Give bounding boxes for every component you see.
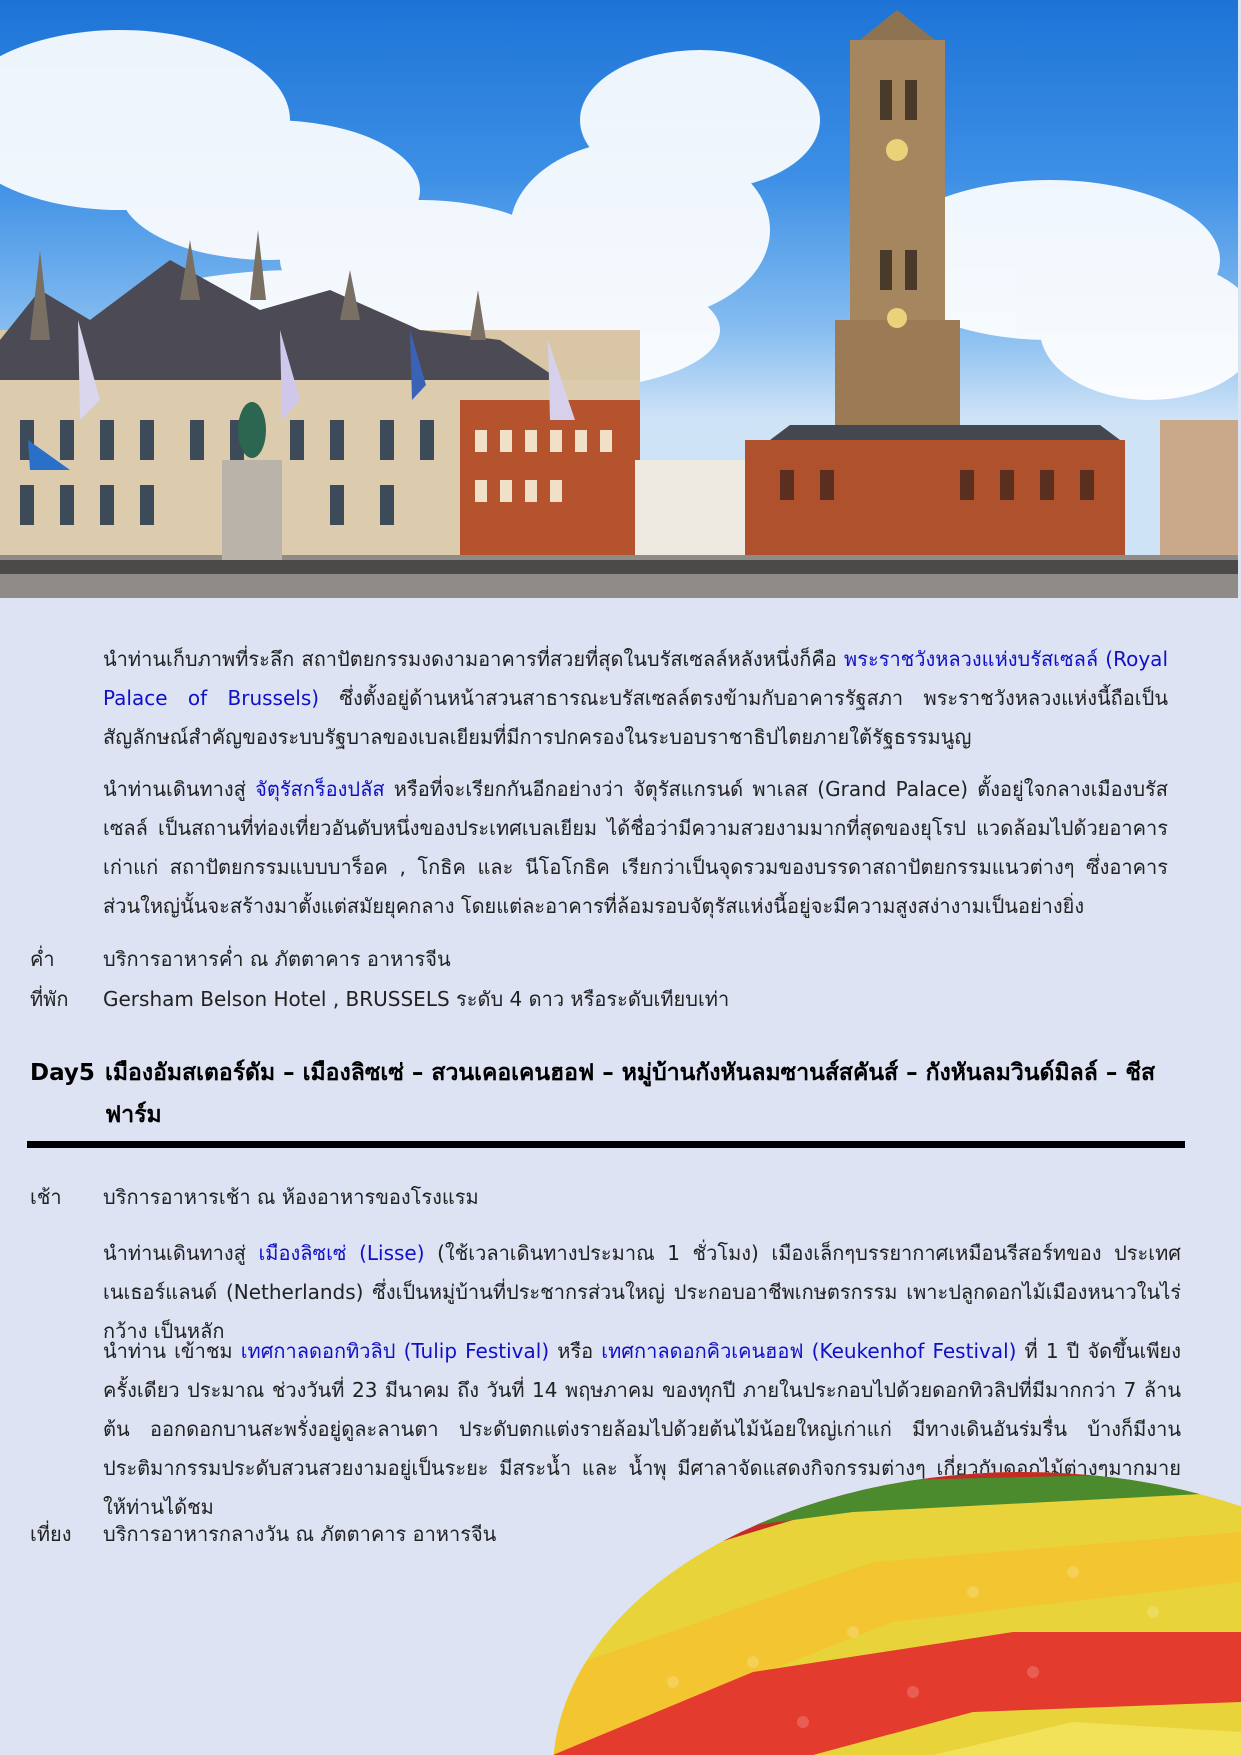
hotel-text: Gersham Belson Hotel , BRUSSELS ระดับ 4 ดาว หรือระดับเทียบเท่า: [103, 987, 730, 1011]
grand-place-paragraph: [103, 770, 1168, 926]
tulip-field-photo-icon: [553, 1472, 1241, 1755]
day-number: Day5: [30, 1060, 95, 1086]
paragraph-text: นำท่าน เข้าชม: [103, 1339, 241, 1363]
paragraph-text: นำท่านเดินทางสู่: [103, 777, 256, 801]
lisse-link-text: เมืองลิซเซ่ (Lisse): [258, 1241, 425, 1265]
royal-palace-link-text: พระราชวังหลวงแห่งบรัสเซลล์ (Royal Palace of Brussels): [103, 647, 1168, 710]
day-title-text: เมืองอัมสเตอร์ดัม – เมืองลิซเซ่ – สวนเคอเคนฮอฟ – หมู่บ้านกังหันลมซานส์สคันส์ – กังหันลมวินด์มิลล์ – ชีสฟาร์ม: [105, 1060, 1155, 1128]
dinner-label: ค่ำ: [30, 947, 55, 971]
keukenhof-festival-link-text: เทศกาลดอกคิวเคนฮอฟ (Keukenhof Festival): [601, 1339, 1017, 1363]
dinner-text: บริการอาหารค่ำ ณ ภัตตาคาร อาหารจีน: [103, 947, 451, 971]
grand-place-photo-icon: [0, 0, 1238, 598]
paragraph-text: (ใช้เวลาเดินทางประมาณ 1 ชั่วโมง) เมืองเล็กๆบรรยากาศเหมือนรีสอร์ทของ ประเทศเนเธอร์แลนด์ (Netherlands) ซึ่งเป็นหมู่บ้านที่ประชากรส่วนใหญ่ ประกอบอาชีพเกษตรกรรม เพาะปลูกดอกไม้เมืองหนาวในไร่กว้าง เป็นหลัก: [103, 1241, 1181, 1343]
lunch-text: บริการอาหารกลางวัน ณ ภัตตาคาร อาหารจีน: [103, 1522, 497, 1546]
tulip-festival-link-text: เทศกาลดอกทิวลิป (Tulip Festival): [240, 1339, 550, 1363]
tulip-photo: [553, 1472, 1241, 1755]
paragraph-text: หรือที่จะเรียกกันอีกอย่างว่า จัตุรัสแกรนด์ พาเลส (Grand Palace) ตั้งอยู่ใจกลางเมืองบรัสเซลล์ เป็นสถานที่ท่องเที่ยวอันดับหนึ่งของประเทศเบลเยียม ได้ชื่อว่ามีความสวยงามมากที่สุดของยุโรป แวดล้อมไปด้วยอาคารเก่าแก่ สถาปัตยกรรมแบบบาร็อค , โกธิค และ นีโอโกธิค เรียกว่าเป็นจุดรวมของบรรดาสถาปัตยกรรมแนวต่างๆ ซึ่งอาคารส่วนใหญ่นั้นจะสร้างมาตั้งแต่สมัยยุคกลาง โดยแต่ละอาคารที่ล้อมรอบจัตุรัสแห่งนี้อยู่จะมีความสูงสง่างามเป็นอย่างยิ่ง: [103, 777, 1169, 918]
day-divider: [27, 1141, 1185, 1148]
grand-place-link-text: จัตุรัสกร็องปลัส: [255, 777, 385, 801]
breakfast-label: เช้า: [30, 1185, 62, 1209]
paragraph-text: นำท่านเก็บภาพที่ระลึก สถาปัตยกรรมงดงามอาคารที่สวยที่สุดในบรัสเซลล์หลังหนึ่งก็คือ: [103, 647, 845, 671]
hero-photo: [0, 0, 1238, 598]
hotel-label: ที่พัก: [30, 987, 69, 1011]
royal-palace-paragraph: [103, 640, 1168, 757]
paragraph-text: ที่ 1 ปี จัดขึ้นเพียงครั้งเดียว ประมาณ ช่วงวันที่ 23 มีนาคม ถึง วันที่ 14 พฤษภาคม ของทุกปี ภายในประกอบไปด้วยดอกทิวลิปที่มีมากกว่า 7 ล้านต้น ออกดอกบานสะพรั่งอยู่ดูละลานตา ประดับตกแต่งรายล้อมไปด้วยต้นไม้น้อยใหญ่เก่าแก่ มีทางเดินอันร่มรื่น บ้างก็มีงานประติมากรรมประดับสวนสวยงามอยู่เป็นระยะ มีสระน้ำ และ น้ำพุ มีศาลาจัดแสดงกิจกรรมต่างๆ เกี่ยวกับดอกไม้ต่างๆมากมายให้ท่านได้ชม: [103, 1339, 1182, 1519]
lunch-label: เที่ยง: [30, 1522, 72, 1546]
paragraph-text: ซึ่งตั้งอยู่ด้านหน้าสวนสาธารณะบรัสเซลล์ตรงข้ามกับอาคารรัฐสภา พระราชวังหลวงแห่งนี้ถือเป็นสัญลักษณ์สำคัญของระบบรัฐบาลของเบลเยียมที่มีการปกครองในระบอบราชาธิปไตยภายใต้รัฐธรรมนูญ: [103, 686, 1168, 749]
breakfast-text: บริการอาหารเช้า ณ ห้องอาหารของโรงแรม: [103, 1185, 479, 1209]
paragraph-text: หรือ: [549, 1339, 602, 1363]
paragraph-text: นำท่านเดินทางสู่: [103, 1241, 259, 1265]
